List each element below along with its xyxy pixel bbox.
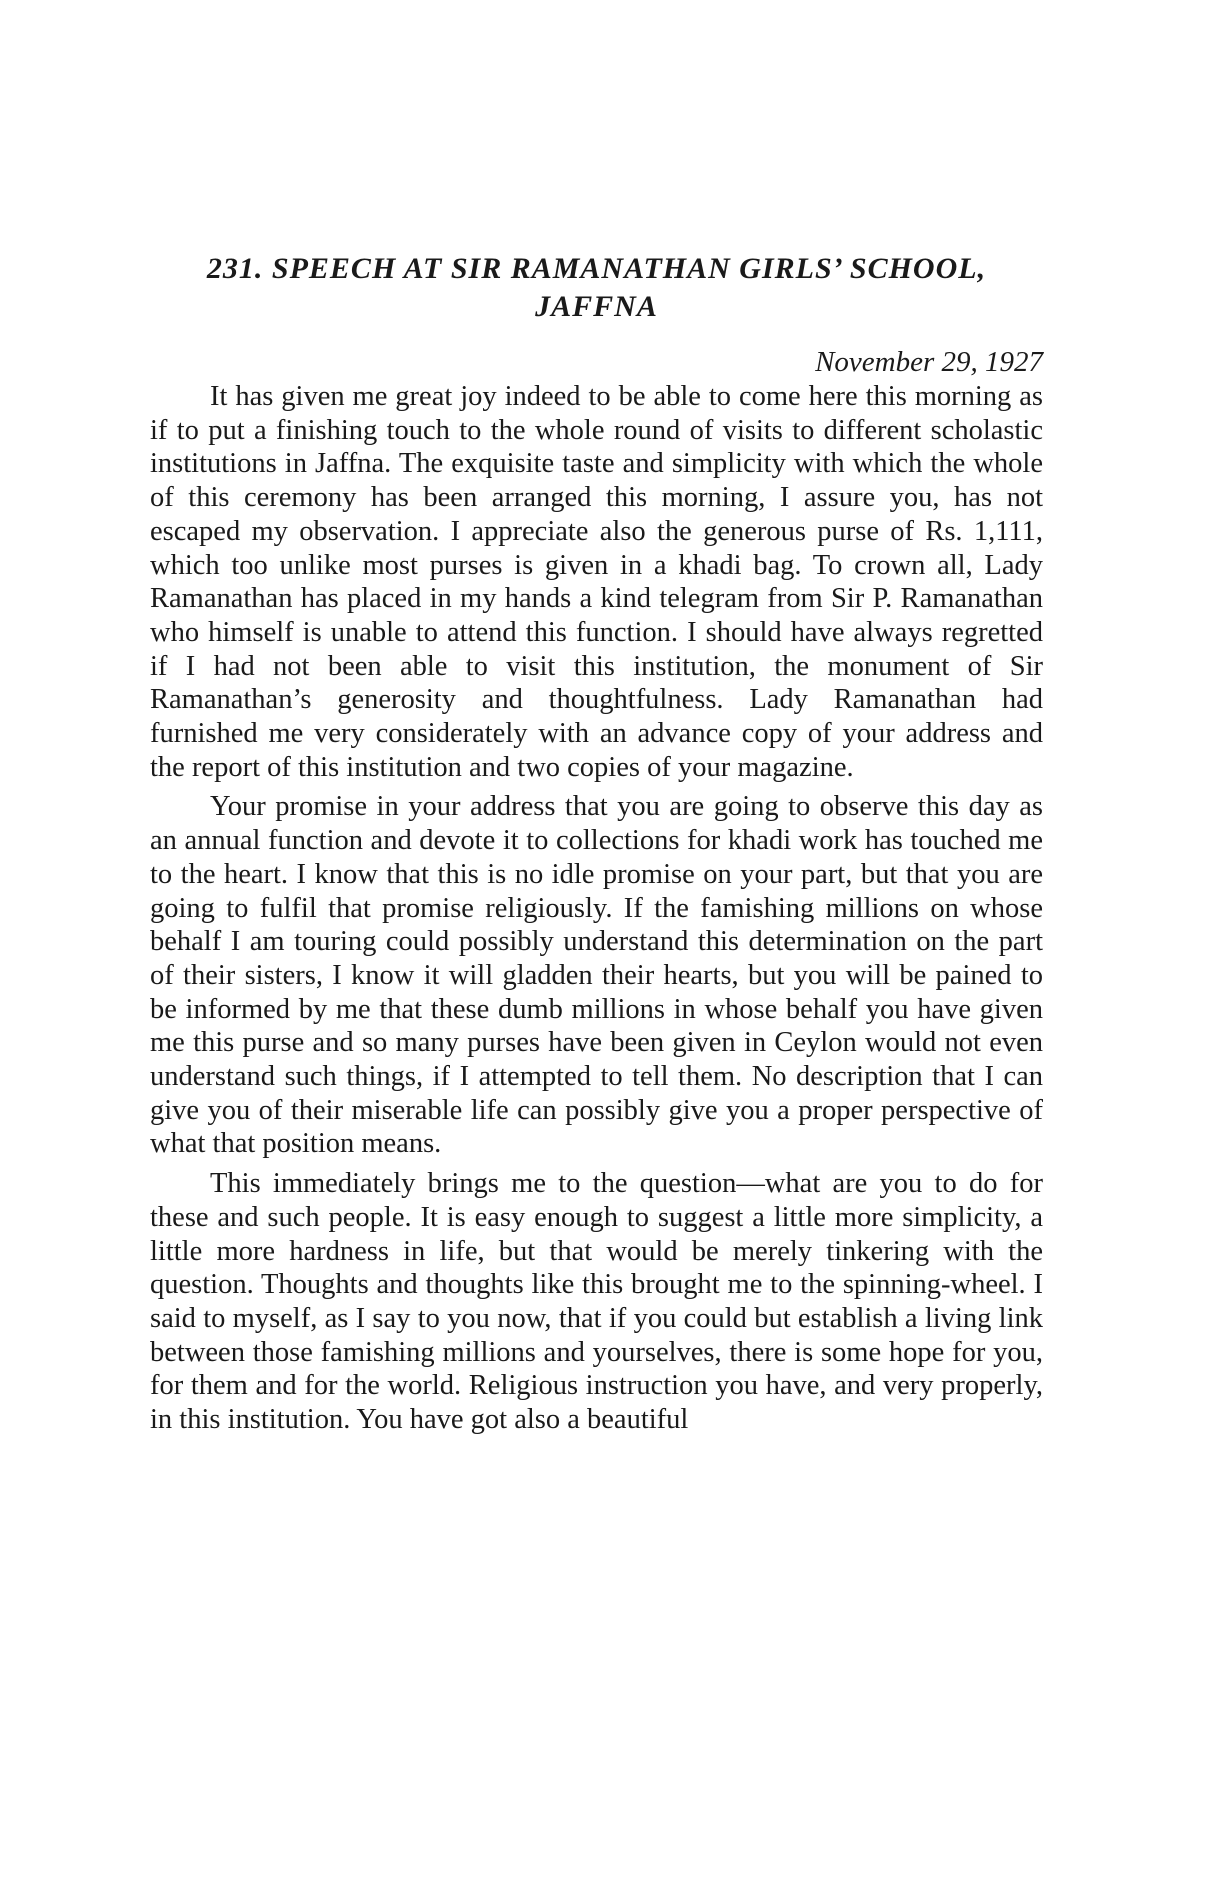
title-line-2: JAFFNA xyxy=(535,290,658,323)
paragraph-3: This immediately brings me to the question—what are you to do for these and such people. It is easy enough to suggest a little more simplicity, a little more hardness in life, but that would be merely tinkering with the question. Thoughts and thoughts like this brought me to the spinning-wheel. I said to myself, as I say to you now, that if you could but establish a living link between those famishing millions and yourselves, there is some hope for you, for them and for the world. Religious instruction you have, and very properly, in this institution. You have got also a beautiful xyxy=(150,1168,1043,1436)
watermark: CWMG-XXXV xyxy=(1083,420,1227,1312)
document-title xyxy=(150,250,1043,326)
paragraph-1: It has given me great joy indeed to be able to come here this morning as if to put a finishing touch to the whole round of visits to different scholastic institutions in Jaffna. The exquisite taste and simplicity with which the whole of this ceremony has been arranged this morning, I assure you, has not escaped my observation. I appreciate also the generous purse of Rs. 1,111, which too unlike most purses is given in a khadi bag. To crown all, Lady Ramanathan has placed in my hands a kind telegram from Sir P. Ramanathan who himself is unable to attend this function. I should have always regretted if I had not been able to visit this institution, the monument of Sir Ramanathan’s generosity and thoughtfulness. Lady Ramanathan had furnished me very considerately with an advance copy of your address and the report of this institution and two copies of your magazine. xyxy=(150,381,1043,783)
speech-date: November 29, 1927 xyxy=(815,346,1043,378)
paragraph-2: Your promise in your address that you are going to observe this day as an annual function and devote it to collections for khadi work has touched me to the heart. I know that this is no idle promise on your part, but that you are going to fulfil that promise religiously. If the famishing millions on whose behalf I am touring could possibly understand this determination on the part of their sisters, I know it will gladden their hearts, but you will be pained to be informed by me that these dumb millions in whose behalf you have given me this purse and so many purses have been given in Ceylon would not even understand such things, if I attempted to tell them. No description that I can give you of their miserable life can possibly give you a proper perspective of what that position means. xyxy=(150,791,1043,1160)
title-line-1: 231. SPEECH AT SIR RAMANATHAN GIRLS’ SCHOOL, xyxy=(206,252,987,285)
document-page xyxy=(150,250,1043,1437)
